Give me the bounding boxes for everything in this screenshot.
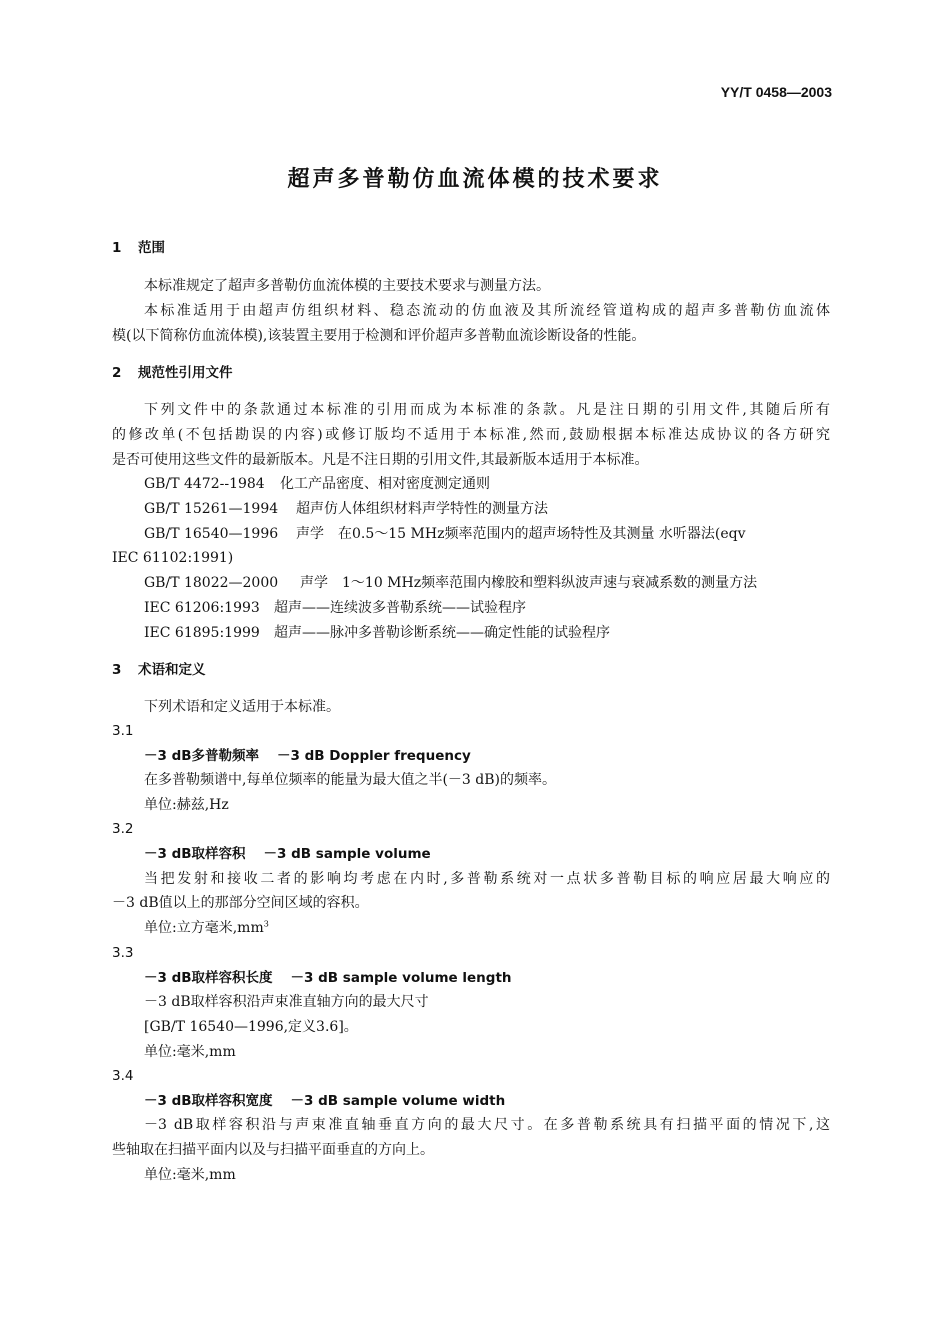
term-number: 3.1 (112, 723, 134, 739)
term-number: 3.4 (112, 1068, 134, 1084)
term-unit: 单位:毫米,mm (144, 1044, 236, 1060)
term-zh: －3 dB取样容积宽度 (144, 1093, 273, 1109)
reference-title: 超声——连续波多普勒系统——试验程序 (274, 600, 526, 616)
term-heading (144, 1091, 505, 1111)
section-title: 规范性引用文件 (138, 365, 233, 381)
reference-item (144, 474, 490, 494)
unit-text: 单位:立方毫米,mm (144, 920, 264, 936)
term-en: －3 dB sample volume (263, 846, 431, 862)
term-number: 3.2 (112, 821, 134, 837)
section-number: 1 (112, 240, 122, 256)
paragraph-line: 下列文件中的条款通过本标准的引用而成为本标准的条款。凡是注日期的引用文件,其随后所有 (144, 402, 830, 418)
term-zh: －3 dB取样容积 (144, 846, 246, 862)
term-unit: 单位:赫兹,Hz (144, 797, 229, 813)
term-definition: －3 dB取样容积沿声束准直轴方向的最大尺寸 (144, 994, 429, 1010)
term-en: －3 dB sample volume width (290, 1093, 506, 1109)
term-heading (144, 746, 471, 766)
reference-item (144, 524, 746, 544)
section-number: 2 (112, 365, 122, 381)
paragraph: 下列术语和定义适用于本标准。 (144, 699, 340, 715)
reference-title: 声学 1～10 MHz频率范围内橡胶和塑料纵波声速与衰减系数的测量方法 (300, 575, 758, 591)
term-zh: －3 dB多普勒频率 (144, 748, 260, 764)
term-definition: －3 dB取样容积沿与声束准直轴垂直方向的最大尺寸。在多普勒系统具有扫描平面的情况下,这 (144, 1117, 830, 1133)
reference-title: 声学 在0.5～15 MHz频率范围内的超声场特性及其测量 水听器法(eqv (296, 526, 746, 542)
reference-code: GB/T 4472--1984 (144, 476, 265, 492)
term-definition: 当把发射和接收二者的影响均考虑在内时,多普勒系统对一点状多普勒目标的响应居最大响应的 (144, 871, 830, 887)
reference-item (144, 598, 526, 618)
reference-code: IEC 61895:1999 (144, 625, 260, 641)
standard-code: YY/T 0458—2003 (720, 84, 832, 100)
reference-code: IEC 61206:1993 (144, 600, 260, 616)
reference-code: GB/T 15261—1994 (144, 501, 279, 517)
paragraph-line: 本标准适用于由超声仿组织材料、稳态流动的仿血液及其所流经管道构成的超声多普勒仿血流体 (144, 303, 830, 319)
paragraph-line: 是否可使用这些文件的最新版本。凡是不注日期的引用文件,其最新版本适用于本标准。 (112, 452, 649, 468)
document-title: 超声多普勒仿血流体模的技术要求 (287, 167, 663, 192)
section-number: 3 (112, 662, 122, 678)
term-number: 3.3 (112, 945, 134, 961)
section-title: 范围 (138, 240, 165, 256)
unit-superscript: 3 (263, 919, 269, 929)
reference-title: 超声——脉冲多普勒诊断系统——确定性能的试验程序 (274, 625, 610, 641)
term-heading (144, 844, 431, 864)
term-definition: 些轴取在扫描平面内以及与扫描平面垂直的方向上。 (112, 1142, 434, 1158)
term-unit (144, 918, 269, 938)
reference-item (144, 499, 548, 519)
section-3-heading (112, 660, 206, 680)
reference-code: GB/T 18022—2000 (144, 575, 279, 591)
term-heading (144, 968, 512, 988)
paragraph-line: 的修改单(不包括勘误的内容)或修订版均不适用于本标准,然而,鼓励根据本标准达成协议的各方研究 (112, 427, 830, 443)
reference-title: 超声仿人体组织材料声学特性的测量方法 (296, 501, 548, 517)
paragraph-line: 模(以下简称仿血流体模),该装置主要用于检测和评价超声多普勒血流诊断设备的性能。 (112, 328, 646, 344)
reference-item (144, 573, 757, 593)
reference-code: GB/T 16540—1996 (144, 526, 279, 542)
term-definition: 在多普勒频谱中,每单位频率的能量为最大值之半(－3 dB)的频率。 (144, 772, 556, 788)
reference-item (144, 623, 610, 643)
section-title: 术语和定义 (138, 662, 206, 678)
term-definition: －3 dB值以上的那部分空间区域的容积。 (112, 895, 369, 911)
section-1-heading (112, 238, 165, 258)
term-reference: [GB/T 16540—1996,定义3.6]。 (144, 1019, 358, 1035)
term-en: －3 dB Doppler frequency (277, 748, 471, 764)
reference-title: 化工产品密度、相对密度测定通则 (280, 476, 490, 492)
term-zh: －3 dB取样容积长度 (144, 970, 273, 986)
term-unit: 单位:毫米,mm (144, 1167, 236, 1183)
term-en: －3 dB sample volume length (290, 970, 512, 986)
paragraph: 本标准规定了超声多普勒仿血流体模的主要技术要求与测量方法。 (144, 278, 550, 294)
reference-continuation: IEC 61102:1991) (112, 550, 234, 566)
section-2-heading (112, 363, 233, 383)
